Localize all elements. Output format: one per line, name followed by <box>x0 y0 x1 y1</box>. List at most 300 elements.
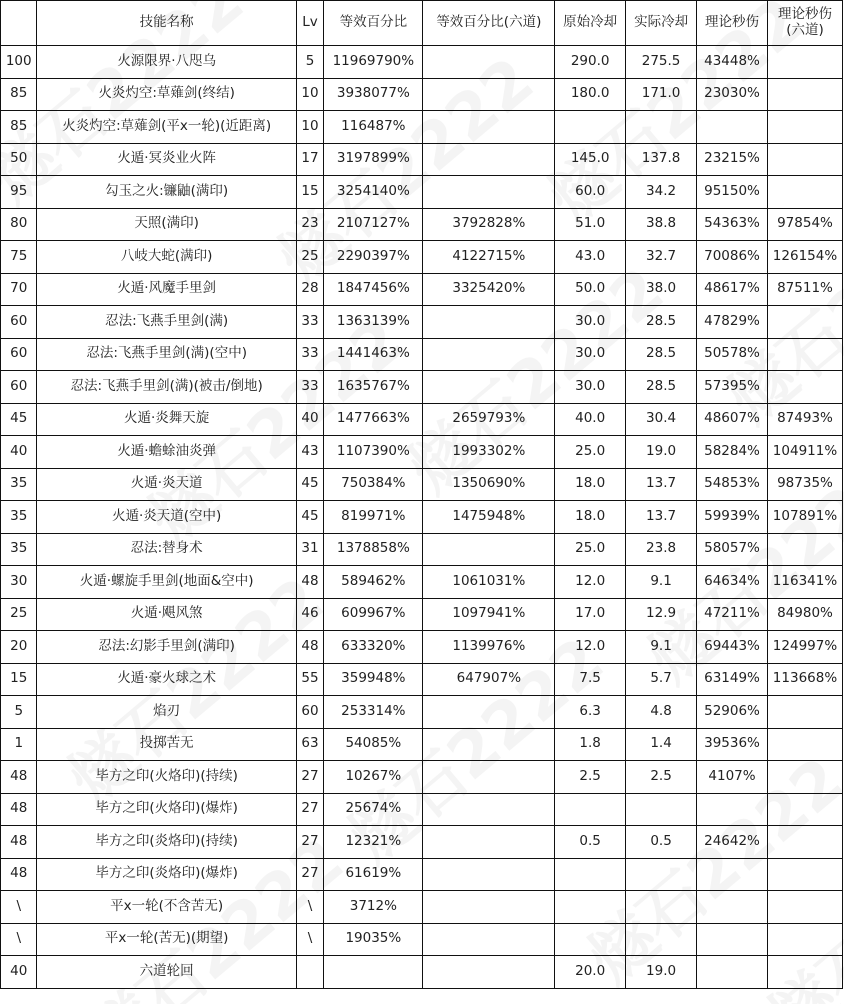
cell-theoretical-dps: 47829% <box>697 306 768 339</box>
table-row <box>1 858 843 891</box>
cell-equiv-percent: 1635767% <box>324 371 423 404</box>
cell-equiv-percent: 1363139% <box>324 306 423 339</box>
cell-lv: 10 <box>296 78 323 111</box>
cell-base-cooldown: 12.0 <box>555 566 626 599</box>
cell-equiv-percent-six-paths: 1993302% <box>423 436 555 469</box>
cell-equiv-percent: 3712% <box>324 891 423 924</box>
cell-equiv-percent-six-paths: 1350690% <box>423 468 555 501</box>
cell-level-req: 48 <box>1 858 37 891</box>
cell-lv: 28 <box>296 273 323 306</box>
cell-theoretical-dps: 4107% <box>697 761 768 794</box>
header-level-req <box>1 1 37 46</box>
table-row <box>1 956 843 989</box>
cell-lv: 10 <box>296 111 323 144</box>
cell-theoretical-dps <box>697 111 768 144</box>
cell-lv: 31 <box>296 533 323 566</box>
cell-level-req: 80 <box>1 208 37 241</box>
table-row <box>1 501 843 534</box>
cell-theoretical-dps: 23030% <box>697 78 768 111</box>
cell-lv: 46 <box>296 598 323 631</box>
cell-equiv-percent-six-paths <box>423 923 555 956</box>
cell-theoretical-dps-six-paths <box>767 728 842 761</box>
cell-equiv-percent: 359948% <box>324 663 423 696</box>
cell-level-req: 60 <box>1 306 37 339</box>
cell-base-cooldown: 43.0 <box>555 241 626 274</box>
cell-theoretical-dps-six-paths: 107891% <box>767 501 842 534</box>
table-row <box>1 176 843 209</box>
cell-theoretical-dps-six-paths <box>767 176 842 209</box>
cell-theoretical-dps: 95150% <box>697 176 768 209</box>
table-row <box>1 208 843 241</box>
cell-equiv-percent-six-paths <box>423 858 555 891</box>
cell-skill-name: 平x一轮(苦无)(期望) <box>37 923 296 956</box>
cell-lv: 33 <box>296 306 323 339</box>
cell-equiv-percent: 3197899% <box>324 143 423 176</box>
cell-actual-cooldown: 171.0 <box>626 78 697 111</box>
cell-actual-cooldown: 137.8 <box>626 143 697 176</box>
cell-theoretical-dps <box>697 956 768 989</box>
cell-theoretical-dps-six-paths: 104911% <box>767 436 842 469</box>
cell-equiv-percent-six-paths: 4122715% <box>423 241 555 274</box>
header-equiv-percent-six-paths: 等效百分比(六道) <box>423 1 555 46</box>
cell-theoretical-dps <box>697 858 768 891</box>
cell-actual-cooldown: 28.5 <box>626 338 697 371</box>
cell-actual-cooldown: 19.0 <box>626 436 697 469</box>
cell-theoretical-dps-six-paths: 87511% <box>767 273 842 306</box>
cell-base-cooldown: 1.8 <box>555 728 626 761</box>
cell-theoretical-dps: 58284% <box>697 436 768 469</box>
cell-skill-name: 火遁·飓风煞 <box>37 598 296 631</box>
cell-equiv-percent-six-paths <box>423 306 555 339</box>
cell-skill-name: 火遁·炎天道(空中) <box>37 501 296 534</box>
cell-base-cooldown <box>555 111 626 144</box>
cell-base-cooldown <box>555 891 626 924</box>
cell-theoretical-dps-six-paths <box>767 111 842 144</box>
cell-level-req: 5 <box>1 696 37 729</box>
cell-theoretical-dps <box>697 923 768 956</box>
cell-base-cooldown: 18.0 <box>555 501 626 534</box>
table-row <box>1 826 843 859</box>
table-row <box>1 566 843 599</box>
cell-base-cooldown: 6.3 <box>555 696 626 729</box>
cell-base-cooldown: 180.0 <box>555 78 626 111</box>
table-row <box>1 761 843 794</box>
cell-equiv-percent-six-paths <box>423 696 555 729</box>
cell-equiv-percent: 3254140% <box>324 176 423 209</box>
cell-base-cooldown: 30.0 <box>555 371 626 404</box>
cell-theoretical-dps-six-paths: 116341% <box>767 566 842 599</box>
cell-equiv-percent: 54085% <box>324 728 423 761</box>
cell-actual-cooldown: 13.7 <box>626 501 697 534</box>
cell-lv: 55 <box>296 663 323 696</box>
table-row <box>1 598 843 631</box>
cell-skill-name: 忍法:飞燕手里剑(满)(被击/倒地) <box>37 371 296 404</box>
cell-equiv-percent-six-paths <box>423 46 555 79</box>
cell-equiv-percent: 19035% <box>324 923 423 956</box>
header-theoretical-dps: 理论秒伤 <box>697 1 768 46</box>
cell-base-cooldown: 30.0 <box>555 306 626 339</box>
cell-equiv-percent: 253314% <box>324 696 423 729</box>
cell-level-req: 25 <box>1 598 37 631</box>
cell-level-req: 85 <box>1 78 37 111</box>
cell-theoretical-dps-six-paths <box>767 696 842 729</box>
cell-equiv-percent: 12321% <box>324 826 423 859</box>
cell-skill-name: 火遁·蟾蜍油炎弹 <box>37 436 296 469</box>
cell-actual-cooldown: 28.5 <box>626 306 697 339</box>
header-skill-name: 技能名称 <box>37 1 296 46</box>
cell-actual-cooldown: 275.5 <box>626 46 697 79</box>
cell-actual-cooldown: 23.8 <box>626 533 697 566</box>
table-row <box>1 631 843 664</box>
cell-skill-name: 六道轮回 <box>37 956 296 989</box>
table-row <box>1 663 843 696</box>
cell-equiv-percent: 750384% <box>324 468 423 501</box>
cell-equiv-percent: 3938077% <box>324 78 423 111</box>
table-row <box>1 306 843 339</box>
header-actual-cooldown: 实际冷却 <box>626 1 697 46</box>
cell-theoretical-dps: 43448% <box>697 46 768 79</box>
cell-actual-cooldown: 32.7 <box>626 241 697 274</box>
cell-level-req: 35 <box>1 501 37 534</box>
cell-lv: 48 <box>296 566 323 599</box>
cell-theoretical-dps-six-paths <box>767 891 842 924</box>
cell-level-req: 1 <box>1 728 37 761</box>
header-dps-six-line1: 理论秒伤 <box>777 6 832 23</box>
cell-base-cooldown: 40.0 <box>555 403 626 436</box>
cell-lv: 25 <box>296 241 323 274</box>
cell-base-cooldown: 25.0 <box>555 533 626 566</box>
table-row <box>1 793 843 826</box>
cell-actual-cooldown: 38.8 <box>626 208 697 241</box>
cell-skill-name: 火遁·炎天道 <box>37 468 296 501</box>
cell-level-req: 100 <box>1 46 37 79</box>
table-row <box>1 111 843 144</box>
cell-theoretical-dps: 23215% <box>697 143 768 176</box>
cell-skill-name: 忍法:幻影手里剑(满印) <box>37 631 296 664</box>
cell-equiv-percent-six-paths <box>423 533 555 566</box>
cell-skill-name: 焰刃 <box>37 696 296 729</box>
table-row <box>1 533 843 566</box>
cell-level-req: 48 <box>1 826 37 859</box>
cell-actual-cooldown: 5.7 <box>626 663 697 696</box>
cell-theoretical-dps-six-paths: 126154% <box>767 241 842 274</box>
cell-theoretical-dps: 70086% <box>697 241 768 274</box>
cell-skill-name: 勾玉之火:镰鼬(满印) <box>37 176 296 209</box>
cell-equiv-percent: 25674% <box>324 793 423 826</box>
cell-skill-name: 毕方之印(炎烙印)(爆炸) <box>37 858 296 891</box>
cell-actual-cooldown <box>626 793 697 826</box>
cell-equiv-percent-six-paths: 1139976% <box>423 631 555 664</box>
cell-theoretical-dps: 24642% <box>697 826 768 859</box>
cell-theoretical-dps-six-paths: 97854% <box>767 208 842 241</box>
cell-skill-name: 毕方之印(火烙印)(爆炸) <box>37 793 296 826</box>
table-row <box>1 891 843 924</box>
cell-equiv-percent: 1378858% <box>324 533 423 566</box>
table-row <box>1 371 843 404</box>
cell-lv: 17 <box>296 143 323 176</box>
cell-equiv-percent-six-paths: 1097941% <box>423 598 555 631</box>
cell-theoretical-dps: 48617% <box>697 273 768 306</box>
cell-equiv-percent-six-paths <box>423 891 555 924</box>
header-dps-six-line2: (六道) <box>786 22 824 38</box>
cell-equiv-percent-six-paths: 3792828% <box>423 208 555 241</box>
cell-actual-cooldown <box>626 111 697 144</box>
cell-level-req: 30 <box>1 566 37 599</box>
cell-equiv-percent: 1107390% <box>324 436 423 469</box>
cell-level-req: 60 <box>1 338 37 371</box>
table-row <box>1 273 843 306</box>
cell-theoretical-dps: 39536% <box>697 728 768 761</box>
cell-theoretical-dps-six-paths <box>767 826 842 859</box>
header-lv: Lv <box>296 1 323 46</box>
table-row <box>1 143 843 176</box>
cell-lv: 5 <box>296 46 323 79</box>
cell-actual-cooldown: 19.0 <box>626 956 697 989</box>
cell-skill-name: 火炎灼空:草薙剑(终结) <box>37 78 296 111</box>
table-row <box>1 923 843 956</box>
cell-equiv-percent: 11969790% <box>324 46 423 79</box>
cell-base-cooldown: 145.0 <box>555 143 626 176</box>
cell-lv: 33 <box>296 338 323 371</box>
cell-lv: 27 <box>296 761 323 794</box>
cell-lv: 27 <box>296 858 323 891</box>
cell-skill-name: 火遁·冥炎业火阵 <box>37 143 296 176</box>
cell-lv: 45 <box>296 468 323 501</box>
cell-base-cooldown <box>555 923 626 956</box>
cell-equiv-percent: 1847456% <box>324 273 423 306</box>
cell-level-req: 45 <box>1 403 37 436</box>
cell-equiv-percent-six-paths <box>423 956 555 989</box>
cell-equiv-percent: 633320% <box>324 631 423 664</box>
cell-lv: 60 <box>296 696 323 729</box>
cell-base-cooldown: 30.0 <box>555 338 626 371</box>
cell-level-req: 15 <box>1 663 37 696</box>
cell-lv <box>296 956 323 989</box>
cell-actual-cooldown: 28.5 <box>626 371 697 404</box>
cell-skill-name: 平x一轮(不含苦无) <box>37 891 296 924</box>
cell-base-cooldown: 17.0 <box>555 598 626 631</box>
cell-lv: 15 <box>296 176 323 209</box>
header-equiv-percent: 等效百分比 <box>324 1 423 46</box>
cell-actual-cooldown: 0.5 <box>626 826 697 859</box>
cell-equiv-percent: 819971% <box>324 501 423 534</box>
cell-actual-cooldown: 4.8 <box>626 696 697 729</box>
cell-actual-cooldown: 34.2 <box>626 176 697 209</box>
cell-equiv-percent-six-paths <box>423 728 555 761</box>
cell-equiv-percent-six-paths <box>423 176 555 209</box>
cell-base-cooldown: 51.0 <box>555 208 626 241</box>
cell-equiv-percent: 2290397% <box>324 241 423 274</box>
cell-theoretical-dps-six-paths <box>767 793 842 826</box>
table-row <box>1 436 843 469</box>
cell-equiv-percent <box>324 956 423 989</box>
cell-theoretical-dps-six-paths <box>767 956 842 989</box>
cell-actual-cooldown: 9.1 <box>626 631 697 664</box>
cell-lv: 48 <box>296 631 323 664</box>
cell-theoretical-dps-six-paths <box>767 858 842 891</box>
table-row <box>1 338 843 371</box>
cell-skill-name: 天照(满印) <box>37 208 296 241</box>
cell-skill-name: 火源限界·八咫乌 <box>37 46 296 79</box>
cell-equiv-percent-six-paths: 2659793% <box>423 403 555 436</box>
cell-equiv-percent-six-paths <box>423 78 555 111</box>
cell-level-req: \ <box>1 923 37 956</box>
cell-theoretical-dps-six-paths: 124997% <box>767 631 842 664</box>
cell-equiv-percent-six-paths: 1475948% <box>423 501 555 534</box>
table-row <box>1 728 843 761</box>
cell-equiv-percent-six-paths: 3325420% <box>423 273 555 306</box>
cell-actual-cooldown: 9.1 <box>626 566 697 599</box>
cell-base-cooldown: 0.5 <box>555 826 626 859</box>
cell-equiv-percent: 61619% <box>324 858 423 891</box>
cell-level-req: 85 <box>1 111 37 144</box>
table-row <box>1 403 843 436</box>
cell-theoretical-dps: 59939% <box>697 501 768 534</box>
cell-equiv-percent-six-paths <box>423 371 555 404</box>
cell-theoretical-dps-six-paths <box>767 143 842 176</box>
cell-actual-cooldown: 2.5 <box>626 761 697 794</box>
cell-equiv-percent-six-paths <box>423 143 555 176</box>
cell-level-req: 40 <box>1 956 37 989</box>
table-row <box>1 468 843 501</box>
cell-equiv-percent: 609967% <box>324 598 423 631</box>
cell-theoretical-dps: 63149% <box>697 663 768 696</box>
cell-skill-name: 毕方之印(火烙印)(持续) <box>37 761 296 794</box>
cell-level-req: 35 <box>1 468 37 501</box>
cell-skill-name: 投掷苦无 <box>37 728 296 761</box>
cell-lv: 40 <box>296 403 323 436</box>
cell-skill-name: 火遁·螺旋手里剑(地面&空中) <box>37 566 296 599</box>
cell-actual-cooldown <box>626 923 697 956</box>
cell-level-req: 20 <box>1 631 37 664</box>
cell-theoretical-dps <box>697 891 768 924</box>
cell-level-req: 60 <box>1 371 37 404</box>
cell-theoretical-dps: 47211% <box>697 598 768 631</box>
cell-level-req: 35 <box>1 533 37 566</box>
cell-base-cooldown <box>555 793 626 826</box>
cell-actual-cooldown: 1.4 <box>626 728 697 761</box>
cell-skill-name: 忍法:替身术 <box>37 533 296 566</box>
table-row <box>1 241 843 274</box>
cell-skill-name: 毕方之印(炎烙印)(持续) <box>37 826 296 859</box>
cell-skill-name: 火炎灼空:草薙剑(平x一轮)(近距离) <box>37 111 296 144</box>
cell-theoretical-dps: 69443% <box>697 631 768 664</box>
cell-base-cooldown: 2.5 <box>555 761 626 794</box>
cell-base-cooldown: 25.0 <box>555 436 626 469</box>
cell-theoretical-dps-six-paths: 87493% <box>767 403 842 436</box>
cell-skill-name: 火遁·风魔手里剑 <box>37 273 296 306</box>
cell-base-cooldown: 20.0 <box>555 956 626 989</box>
cell-base-cooldown: 60.0 <box>555 176 626 209</box>
cell-theoretical-dps <box>697 793 768 826</box>
cell-equiv-percent: 1441463% <box>324 338 423 371</box>
cell-equiv-percent-six-paths: 647907% <box>423 663 555 696</box>
cell-skill-name: 火遁·炎舞天旋 <box>37 403 296 436</box>
cell-theoretical-dps: 48607% <box>697 403 768 436</box>
cell-level-req: \ <box>1 891 37 924</box>
cell-lv: 23 <box>296 208 323 241</box>
cell-theoretical-dps-six-paths <box>767 923 842 956</box>
cell-theoretical-dps-six-paths <box>767 46 842 79</box>
cell-theoretical-dps: 52906% <box>697 696 768 729</box>
cell-base-cooldown <box>555 858 626 891</box>
cell-base-cooldown: 290.0 <box>555 46 626 79</box>
cell-skill-name: 火遁·豪火球之术 <box>37 663 296 696</box>
cell-equiv-percent-six-paths <box>423 826 555 859</box>
cell-skill-name: 八岐大蛇(满印) <box>37 241 296 274</box>
cell-lv: 63 <box>296 728 323 761</box>
cell-base-cooldown: 50.0 <box>555 273 626 306</box>
cell-base-cooldown: 12.0 <box>555 631 626 664</box>
cell-actual-cooldown: 30.4 <box>626 403 697 436</box>
cell-equiv-percent-six-paths <box>423 111 555 144</box>
cell-equiv-percent-six-paths: 1061031% <box>423 566 555 599</box>
cell-level-req: 70 <box>1 273 37 306</box>
cell-theoretical-dps: 54853% <box>697 468 768 501</box>
cell-theoretical-dps: 58057% <box>697 533 768 566</box>
cell-lv: \ <box>296 923 323 956</box>
cell-actual-cooldown: 12.9 <box>626 598 697 631</box>
cell-theoretical-dps-six-paths: 84980% <box>767 598 842 631</box>
table-row <box>1 696 843 729</box>
cell-equiv-percent-six-paths <box>423 338 555 371</box>
cell-equiv-percent: 2107127% <box>324 208 423 241</box>
cell-equiv-percent: 1477663% <box>324 403 423 436</box>
cell-theoretical-dps: 54363% <box>697 208 768 241</box>
cell-equiv-percent: 116487% <box>324 111 423 144</box>
cell-skill-name: 忍法:飞燕手里剑(满) <box>37 306 296 339</box>
cell-theoretical-dps-six-paths: 113668% <box>767 663 842 696</box>
cell-lv: 27 <box>296 826 323 859</box>
table-row <box>1 46 843 79</box>
cell-theoretical-dps-six-paths <box>767 78 842 111</box>
cell-equiv-percent-six-paths <box>423 761 555 794</box>
cell-actual-cooldown: 38.0 <box>626 273 697 306</box>
cell-theoretical-dps: 50578% <box>697 338 768 371</box>
table-row <box>1 78 843 111</box>
cell-lv: 27 <box>296 793 323 826</box>
cell-lv: 45 <box>296 501 323 534</box>
cell-lv: 43 <box>296 436 323 469</box>
cell-base-cooldown: 7.5 <box>555 663 626 696</box>
cell-actual-cooldown <box>626 891 697 924</box>
cell-equiv-percent: 10267% <box>324 761 423 794</box>
cell-theoretical-dps-six-paths <box>767 371 842 404</box>
cell-equiv-percent-six-paths <box>423 793 555 826</box>
cell-level-req: 95 <box>1 176 37 209</box>
header-row <box>1 1 843 46</box>
cell-lv: 33 <box>296 371 323 404</box>
cell-theoretical-dps: 57395% <box>697 371 768 404</box>
cell-theoretical-dps-six-paths: 98735% <box>767 468 842 501</box>
cell-level-req: 48 <box>1 793 37 826</box>
cell-base-cooldown: 18.0 <box>555 468 626 501</box>
header-base-cooldown: 原始冷却 <box>555 1 626 46</box>
cell-level-req: 40 <box>1 436 37 469</box>
cell-theoretical-dps-six-paths <box>767 338 842 371</box>
cell-actual-cooldown: 13.7 <box>626 468 697 501</box>
cell-theoretical-dps: 64634% <box>697 566 768 599</box>
cell-theoretical-dps-six-paths <box>767 533 842 566</box>
cell-theoretical-dps-six-paths <box>767 761 842 794</box>
header-theoretical-dps-six-paths <box>767 1 842 46</box>
cell-level-req: 75 <box>1 241 37 274</box>
cell-lv: \ <box>296 891 323 924</box>
cell-equiv-percent: 589462% <box>324 566 423 599</box>
cell-actual-cooldown <box>626 858 697 891</box>
cell-theoretical-dps-six-paths <box>767 306 842 339</box>
cell-skill-name: 忍法:飞燕手里剑(满)(空中) <box>37 338 296 371</box>
